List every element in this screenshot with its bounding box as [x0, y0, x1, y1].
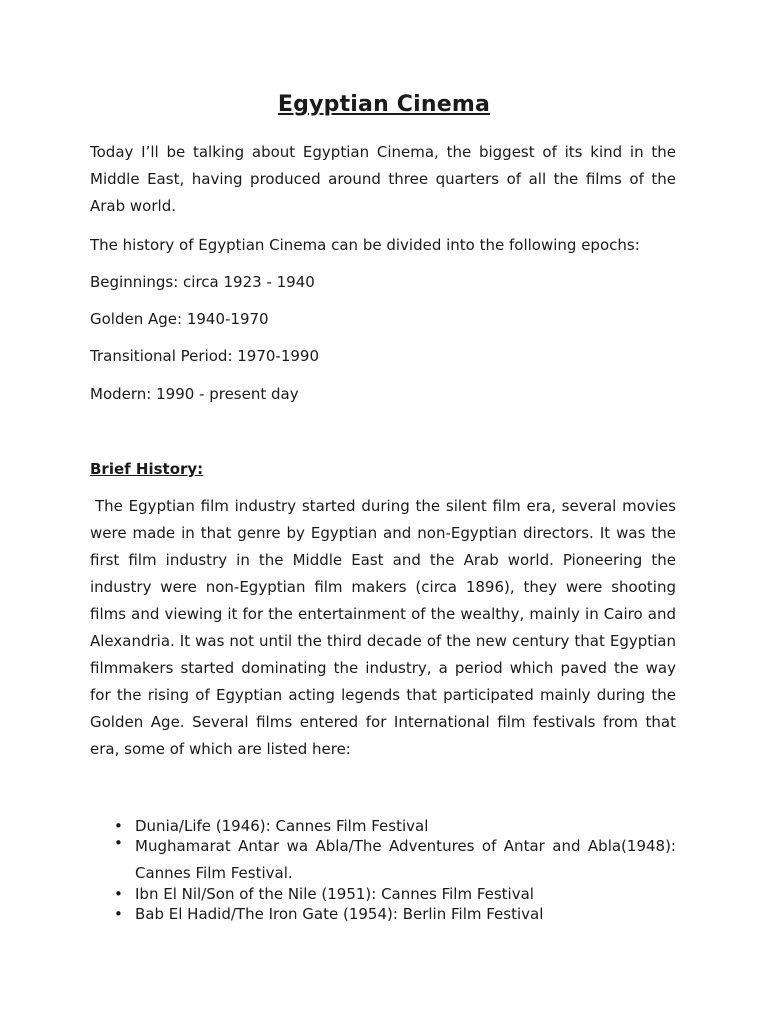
bullet-icon: •: [114, 834, 123, 852]
epochs-intro: The history of Egyptian Cinema can be divided into the following epochs:: [90, 236, 640, 254]
bullet-icon: •: [114, 885, 123, 903]
document-title: Egyptian Cinema: [277, 92, 491, 117]
list-item: [90, 904, 676, 924]
festival-films-list: [90, 816, 676, 924]
list-item-text: Ibn El Nil/Son of the Nile (1951): Cannes Film Festival: [135, 885, 534, 903]
intro-paragraph: Today I’ll be talking about Egyptian Cinema, the biggest of its kind in the Middle East, having produced around three quarters of all the films of the Arab world.: [90, 143, 676, 215]
brief-history-heading: Brief History:: [90, 460, 204, 478]
list-item-text: Bab El Hadid/The Iron Gate (1954): Berlin Film Festival: [135, 905, 544, 923]
list-item-text: Dunia/Life (1946): Cannes Film Festival: [135, 817, 429, 835]
history-paragraph: The Egyptian film industry started during the silent film era, several movies were made in that genre by Egyptian and non-Egyptian directors. It was the first film industry in the Middle East and the Arab world. Pioneering the industry were non-Egyptian film makers (circa 1896), they were shooting films and viewing it for the entertainment of the wealthy, mainly in Cairo and Alexandria. It was not until the third decade of the new century that Egyptian filmmakers started dominating the industry, a period which paved the way for the rising of Egyptian acting legends that participated mainly during the Golden Age. Several films entered for International film festivals from that era, some of which are listed here:: [90, 497, 676, 758]
epoch-item: Modern: 1990 - present day: [90, 385, 299, 403]
list-item: [90, 884, 676, 904]
epoch-item: Golden Age: 1940-1970: [90, 310, 269, 328]
epoch-item: Transitional Period: 1970-1990: [90, 347, 320, 365]
list-item-text: Mughamarat Antar wa Abla/The Adventures of Antar and Abla(1948): Cannes Film Festival.: [135, 837, 676, 882]
epoch-item: Beginnings: circa 1923 - 1940: [90, 273, 315, 291]
bullet-icon: •: [114, 905, 123, 923]
list-item: [90, 833, 676, 887]
bullet-icon: •: [114, 817, 123, 835]
